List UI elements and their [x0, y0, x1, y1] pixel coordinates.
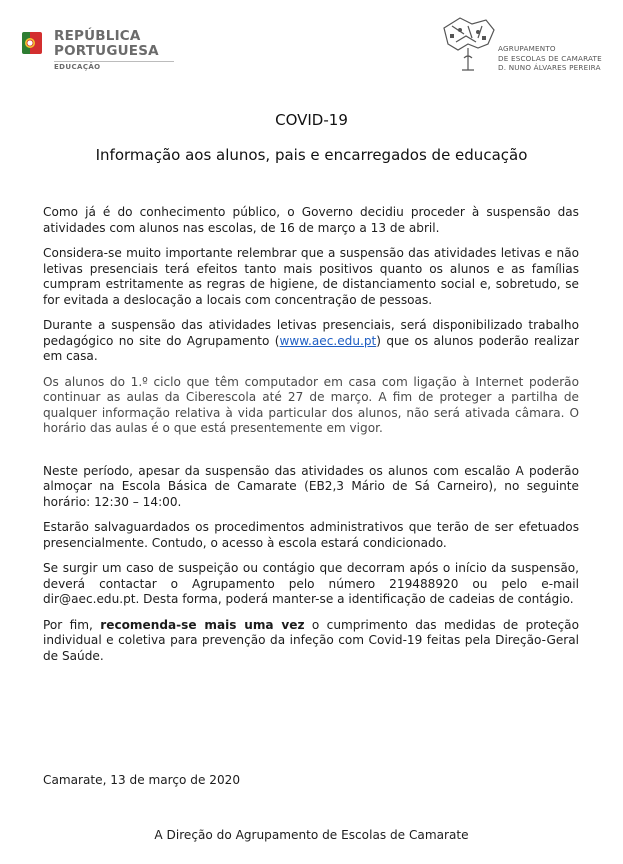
paragraph-hygiene: Considera-se muito importante relembrar que a suspensão das atividades letivas e não letivas presenciais terá efeitos tanto mais positivos quanto os alunos e as famílias cumpram estritamente as regras de higiene, de distanciamento social e, sobretudo, se for evitada a deslocação a locais com concentração de pessoas. — [43, 246, 579, 307]
paragraph-pedagogical-work — [43, 318, 579, 365]
paragraph-pedagogical-text-start: Durante a suspensão das atividades letivas presenciais, será disponibilizado trabalho pedagógico no site do Agrupamento ( — [43, 318, 579, 348]
paragraph-recommendation-start: Por fim, — [43, 617, 101, 632]
paragraph-lunch: Neste período, apesar da suspensão das atividades os alunos com escalão A poderão almoçar na Escola Básica de Camarate (EB2,3 Mário de Sá Carneiro), no seguinte horário: 12:30 – 14:00. — [43, 463, 579, 509]
paragraph-recommendation-end: o cumprimento das medidas de proteção individual e coletiva para prevenção da infeção com Covid-19 feitas pela Direção-Geral de Saúde. — [43, 617, 579, 663]
portugal-flag-icon — [20, 30, 44, 56]
paragraph-ciberescola: Os alunos do 1.º ciclo que têm computador em casa com ligação à Internet poderão continuar as aulas da Ciberescola até 27 de março. A fim de proteger a partilha de qualquer informação relativa à vida particular dos alunos, não será ativada câmara. O horário das aulas é o que está presentemente em vigor. — [43, 374, 579, 435]
paragraph-recommendation-emphasis: recomenda-se mais uma vez — [100, 617, 305, 632]
paragraph-contact: Se surgir um caso de suspeição ou contágio que decorram após o início da suspensão, deverá contactar o Agrupamento pelo número 219488920 ou pelo e-mail dir@aec.edu.pt. Desta forma, poderá manter-se a identificação de cadeias de contágio. — [43, 561, 579, 606]
paragraph-pedagogical-text-end: ) que os alunos poderão realizar em casa. — [43, 333, 579, 363]
document-subtitle: Informação aos alunos, pais e encarregados de educação — [95, 146, 528, 164]
document-title: COVID-19 — [275, 111, 348, 129]
school-group-logo — [438, 14, 613, 84]
school-emblem-icon — [438, 14, 498, 74]
school-name-line1: AGRUPAMENTO — [498, 44, 556, 53]
gov-divider — [54, 61, 174, 62]
paragraph-suspension: Como já é do conhecimento público, o Governo decidiu proceder à suspensão das atividades com alunos nas escolas, de 16 de março a 13 de abril. — [43, 205, 579, 235]
school-name-line2: DE ESCOLAS DE CAMARATE — [498, 53, 602, 63]
school-name-line3: D. NUNO ÁLVARES PEREIRA — [498, 63, 601, 72]
gov-ministry: EDUCAÇÃO — [54, 63, 101, 71]
letter-body — [43, 205, 579, 674]
paragraph-spacer — [43, 447, 579, 464]
school-name-block — [498, 44, 602, 73]
republica-portuguesa-logo — [20, 28, 190, 72]
dateline: Camarate, 13 de março de 2020 — [43, 773, 241, 787]
gov-name-line1: REPÚBLICA — [54, 28, 141, 44]
paragraph-recommendation — [43, 618, 579, 665]
paragraph-administrative: Estarão salvaguardados os procedimentos administrativos que terão de ser efetuados presencialmente. Contudo, o acesso à escola estará condicionado. — [43, 520, 579, 550]
signature: A Direção do Agrupamento de Escolas de Camarate — [154, 828, 469, 842]
school-website-link[interactable]: www.aec.edu.pt — [279, 333, 377, 348]
gov-name-line2: PORTUGUESA — [54, 43, 159, 59]
